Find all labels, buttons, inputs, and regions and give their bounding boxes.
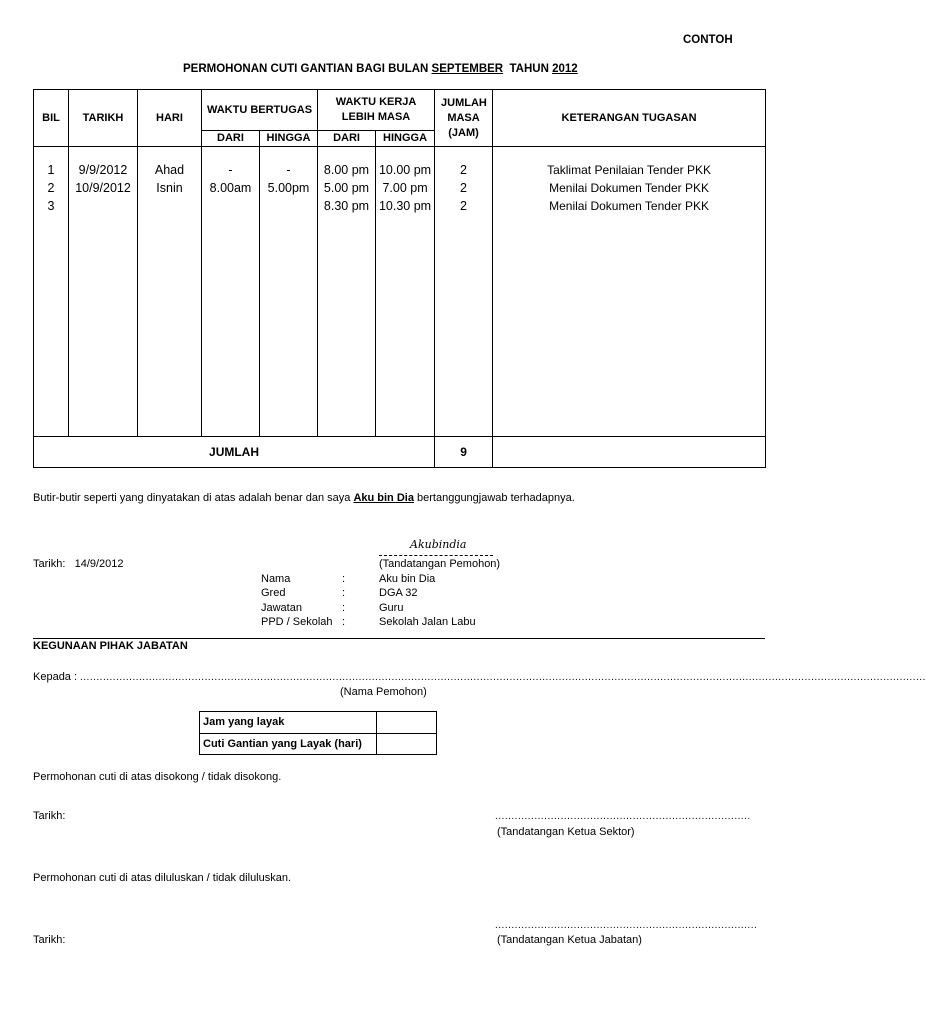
field-gred-sep: :	[342, 587, 346, 599]
row-1-jam: 2	[460, 163, 467, 177]
col-lebih-dari	[318, 147, 376, 437]
jam-layak-value[interactable]	[377, 712, 437, 734]
header-bertugas-hingga: HINGGA	[260, 131, 318, 147]
section-divider	[33, 638, 765, 639]
signature-line	[379, 555, 493, 556]
title-year: 2012	[552, 63, 578, 75]
field-ppd-value: Sekolah Jalan Labu	[379, 616, 476, 628]
row-2-bertugas-dari: 8.00am	[209, 181, 252, 195]
tarikh-label-2: Tarikh:	[33, 934, 66, 946]
col-hari	[138, 147, 202, 437]
declaration-name: Aku bin Dia	[353, 492, 414, 504]
row-1-tarikh: 9/9/2012	[78, 163, 128, 177]
row-1-hari: Ahad	[154, 163, 185, 177]
entitlement-table	[199, 711, 437, 755]
col-bertugas-hingga	[260, 147, 318, 437]
applicant-date-label: Tarikh:	[33, 558, 66, 570]
row-2-keterangan: Menilai Dokumen Tender PKK	[549, 181, 709, 195]
row-2-tarikh: 10/9/2012	[75, 181, 131, 195]
sektor-dotted-line: ..............................................................................	[495, 811, 751, 822]
field-jawatan-label: Jawatan	[261, 602, 302, 614]
claim-table	[33, 89, 766, 468]
field-nama-label: Nama	[261, 573, 291, 585]
header-hari: HARI	[138, 90, 202, 147]
declaration-before: Butir-butir seperti yang dinyatakan di atas adalah benar dan saya	[33, 492, 351, 504]
sektor-caption: (Tandatangan Ketua Sektor)	[497, 826, 635, 838]
row-2-lebih-hingga: 7.00 pm	[382, 181, 428, 195]
cuti-layak-value[interactable]	[377, 733, 437, 755]
col-tarikh	[69, 147, 138, 437]
field-nama-value: Aku bin Dia	[379, 573, 436, 585]
row-3-jam: 2	[460, 199, 467, 213]
applicant-signature: Akubindia	[410, 538, 467, 551]
row-1-lebih-dari: 8.00 pm	[323, 163, 370, 177]
row-1-keterangan: Taklimat Penilaian Tender PKK	[547, 163, 711, 177]
col-lebih-hingga	[376, 147, 435, 437]
row-1-bertugas-dari: -	[228, 163, 233, 177]
department-heading: KEGUNAAN PIHAK JABATAN	[33, 640, 188, 652]
support-text: Permohonan cuti di atas disokong / tidak disokong.	[33, 771, 282, 783]
header-lebih-dari: DARI	[318, 131, 376, 147]
title-prefix: PERMOHONAN CUTI GANTIAN BAGI BULAN	[183, 63, 429, 75]
declaration	[33, 492, 575, 504]
col-keterangan	[493, 147, 766, 437]
header-keterangan: KETERANGAN TUGASAN	[493, 90, 766, 147]
row-3-bil: 3	[47, 199, 55, 213]
jam-layak-label: Jam yang layak	[200, 712, 377, 734]
total-value: 9	[435, 437, 493, 468]
row-3-lebih-dari: 8.30 pm	[323, 199, 370, 213]
field-jawatan-sep: :	[342, 602, 346, 614]
row-2-jam: 2	[460, 181, 467, 195]
total-blank	[493, 437, 766, 468]
header-waktu-kerja-lebih: WAKTU KERJA LEBIH MASA	[318, 90, 435, 131]
form-title	[183, 63, 578, 75]
cuti-layak-label: Cuti Gantian yang Layak (hari)	[200, 733, 377, 755]
header-tarikh: TARIKH	[69, 90, 138, 147]
row-3-keterangan: Menilai Dokumen Tender PKK	[549, 199, 709, 213]
field-nama-sep: :	[342, 573, 346, 585]
nama-pemohon-caption: (Nama Pemohon)	[340, 686, 427, 698]
col-bil	[34, 147, 69, 437]
row-1-lebih-hingga: 10.00 pm	[378, 163, 432, 177]
header-jumlah-masa: JUMLAH MASA (JAM)	[435, 90, 493, 147]
declaration-after: bertanggungjawab terhadapnya.	[417, 492, 575, 504]
jabatan-caption: (Tandatangan Ketua Jabatan)	[497, 934, 642, 946]
header-bil: BIL	[34, 90, 69, 147]
row-2-lebih-dari: 5.00 pm	[323, 181, 370, 195]
col-bertugas-dari	[202, 147, 260, 437]
field-ppd-sep: :	[342, 616, 346, 628]
row-2-bertugas-hingga: 5.00pm	[267, 181, 310, 195]
signature-caption: (Tandatangan Pemohon)	[379, 558, 501, 570]
header-lebih-hingga: HINGGA	[376, 131, 435, 147]
applicant-date	[33, 558, 124, 570]
row-2-bil: 2	[47, 181, 55, 195]
field-ppd-label: PPD / Sekolah	[261, 616, 333, 628]
corner-label: CONTOH	[683, 34, 733, 46]
jabatan-dotted-line: ................................................................................	[495, 920, 758, 931]
field-jawatan-value: Guru	[379, 602, 404, 614]
title-month: SEPTEMBER	[431, 63, 504, 75]
row-1-bertugas-hingga: -	[286, 163, 291, 177]
row-3-lebih-hingga: 10.30 pm	[378, 199, 432, 213]
row-1-bil: 1	[47, 163, 55, 177]
field-gred-value: DGA 32	[379, 587, 418, 599]
header-bertugas-dari: DARI	[202, 131, 260, 147]
row-2-hari: Isnin	[156, 181, 183, 195]
field-gred-label: Gred	[261, 587, 286, 599]
kepada-dotted-line: ..................................................................................................................................................................................................................................................................	[80, 672, 926, 683]
applicant-date-value: 14/9/2012	[74, 558, 124, 570]
col-jam	[435, 147, 493, 437]
tarikh-label-1: Tarikh:	[33, 810, 66, 822]
title-year-label: TAHUN	[509, 63, 549, 75]
kepada-label: Kepada :	[33, 671, 78, 683]
header-waktu-bertugas: WAKTU BERTUGAS	[202, 90, 318, 131]
total-label: JUMLAH	[34, 437, 435, 468]
approval-text: Permohonan cuti di atas diluluskan / tidak diluluskan.	[33, 872, 292, 884]
